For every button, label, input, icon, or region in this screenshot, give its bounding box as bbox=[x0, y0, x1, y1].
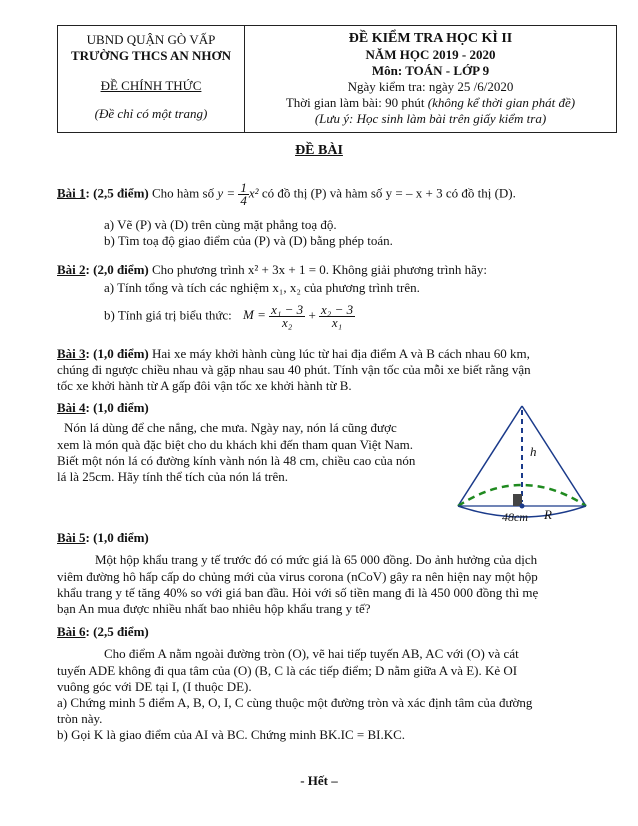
bai1-heading: Bài 1: (2,5 điểm) Cho hàm số y = $\frac{1}{4}$ x² có đồ thị (P) và hàm số y = – x + 3 có đồ thị (D). bbox=[57, 180, 516, 208]
exam-duration: Thời gian làm bài: 90 phút (không kể thời gian phát đề) bbox=[285, 95, 576, 110]
school-year: NĂM HỌC 2019 - 2020 bbox=[365, 47, 496, 62]
bai2-heading: Bài 2: (2,0 điểm) Cho phương trình x² + 3x + 1 = 0. Không giải phương trình hãy: bbox=[57, 262, 488, 277]
bai4-line3: Biết một nón lá có đường kính vành nón là 48 cm, chiều cao của nón bbox=[57, 453, 416, 468]
bai4-heading: Bài 4: (1,0 điểm) bbox=[57, 400, 149, 415]
bai6-line4: a) Chứng minh 5 điểm A, B, O, I, C cùng thuộc một đường tròn và xác định tâm của đường bbox=[57, 695, 533, 710]
page-title: ĐỀ BÀI bbox=[295, 143, 343, 158]
bai5-line2: viêm đường hô hấp cấp do chủng mới của virus corona (nCoV) gây ra nên hiện nay một hộp bbox=[57, 569, 538, 584]
bai1-fraction: $\frac{1}{4}$ bbox=[240, 180, 247, 208]
cone-figure bbox=[452, 396, 622, 526]
bai2-part-b: b) Tính giá trị biểu thức: M = $\frac{\text{x₁ − 3}}{\text{x₂}}$ + $\frac{\text{x₂ − 3}}{\text{x₁}}$ bbox=[104, 302, 354, 330]
bai5-heading: Bài 5: (1,0 điểm) bbox=[57, 530, 149, 545]
bai5-line3: khẩu trang y tế tăng 40% so với giá ban đầu. Hỏi với số tiền mang đi là 450 000 đồng thì mẹ bbox=[57, 585, 539, 600]
center-point bbox=[520, 504, 525, 509]
bai6-line3: vuông góc với DE tại I, (I thuộc DE). bbox=[57, 679, 252, 694]
bai2-fraction-2: $\frac{\text{x₂ − 3}}{\text{x₁}}$ bbox=[321, 302, 354, 330]
bai6-line2: tuyến ADE không đi qua tâm của (O) (B, C là các tiếp điểm; D nằm giữa A và E). Kẻ OI bbox=[57, 663, 518, 678]
bai6-line6: b) Gọi K là giao điểm của AI và BC. Chứng minh BK.IC = BI.KC. bbox=[57, 727, 406, 742]
bai6-heading: Bài 6: (2,5 điểm) bbox=[57, 624, 149, 639]
bai5-line1: Một hộp khẩu trang y tế trước đó có mức giá là 65 000 đồng. Do ảnh hưởng của dịch bbox=[95, 552, 538, 567]
bai6-line5: tròn này. bbox=[57, 711, 103, 726]
page-note: (Đề chỉ có một trang) bbox=[94, 106, 208, 121]
bai2-fraction-1: $\frac{\text{x₁ − 3}}{\text{x₂}}$ bbox=[271, 302, 304, 330]
bai3-line2: chúng đi ngược chiều nhau và gặp nhau sau 40 phút. Tính vận tốc của mỗi xe biết rằng vận bbox=[57, 362, 531, 377]
label-R: R bbox=[544, 507, 552, 522]
bai4-line2: xem là món quà đặc biệt cho du khách khi đến tham quan Việt Nam. bbox=[57, 437, 414, 452]
district-name: UBND QUẬN GÒ VẤP bbox=[86, 32, 216, 47]
exam-title: ĐỀ KIỂM TRA HỌC KÌ II bbox=[348, 31, 513, 46]
bai1-part-a: a) Vẽ (P) và (D) trên cùng mặt phẳng toạ độ. bbox=[104, 217, 337, 232]
subject: Môn: TOÁN - LỚP 9 bbox=[371, 63, 490, 78]
footer-end: - Hết – bbox=[300, 773, 338, 788]
official-label: ĐỀ CHÍNH THỨC bbox=[100, 78, 202, 93]
bai4-line4: lá là 25cm. Hãy tính thể tích của nón lá trên. bbox=[57, 469, 289, 484]
school-name: TRƯỜNG THCS AN NHƠN bbox=[71, 48, 231, 63]
bai3-line3: tốc xe khởi hành từ A gấp đôi vận tốc xe khởi hành từ B. bbox=[57, 378, 352, 393]
bai5-line4: bạn An mua được nhiều nhất bao nhiêu hộp khẩu trang y tế? bbox=[57, 601, 371, 616]
header-table bbox=[57, 25, 617, 133]
label-h: h bbox=[530, 444, 537, 459]
bai4-line1: Nón lá dùng để che nắng, che mưa. Ngày nay, nón lá cũng được bbox=[64, 420, 397, 435]
exam-date: Ngày kiểm tra: ngày 25 /6/2020 bbox=[347, 79, 514, 94]
bai1-part-b: b) Tìm toạ độ giao điểm của (P) và (D) bằng phép toán. bbox=[104, 233, 393, 248]
header-right bbox=[245, 26, 617, 133]
bai2-part-a: a) Tính tổng và tích các nghiệm x₁, x₂ của phương trình trên. bbox=[104, 280, 420, 295]
label-48cm: 48cm bbox=[502, 510, 528, 524]
header-left bbox=[58, 26, 245, 133]
exam-note: (Lưu ý: Học sinh làm bài trên giấy kiểm tra) bbox=[314, 111, 547, 126]
bai3-line1: Bài 3: (1,0 điểm) Hai xe máy khởi hành cùng lúc từ hai địa điểm A và B cách nhau 60 km, bbox=[57, 346, 530, 361]
bai6-line1: Cho điểm A nằm ngoài đường tròn (O), vẽ hai tiếp tuyến AB, AC với (O) và cát bbox=[104, 646, 519, 661]
